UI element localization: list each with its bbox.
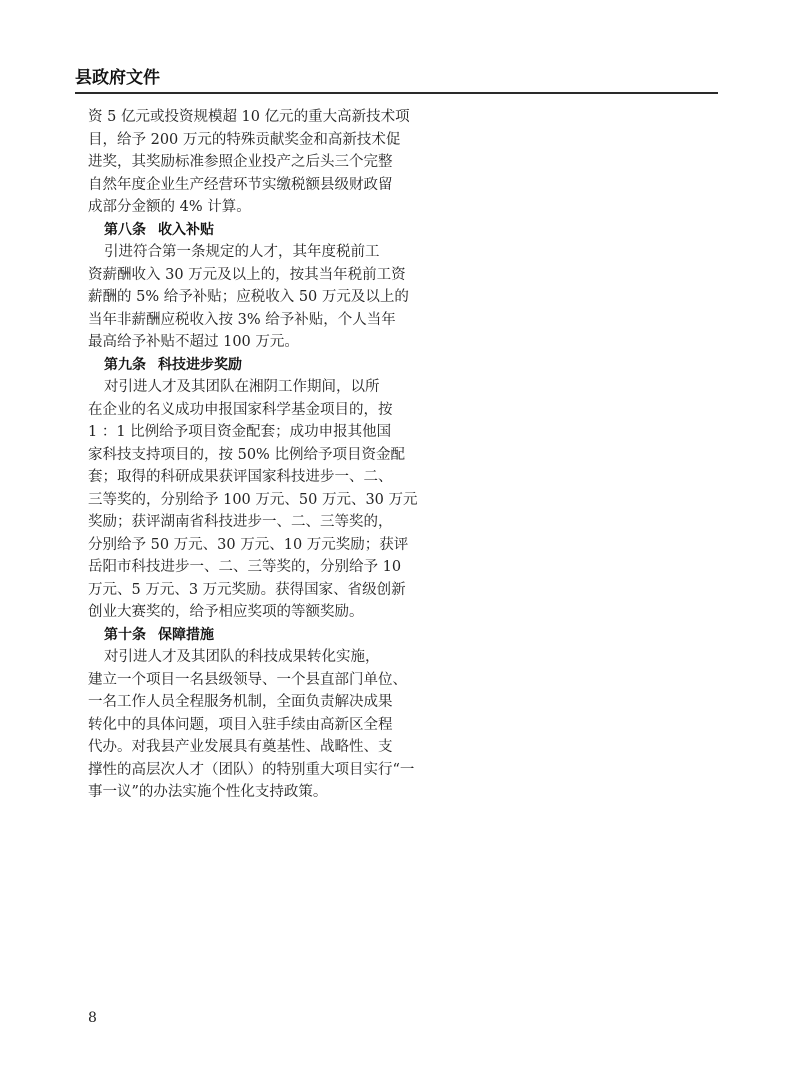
body-line: 薪酬的 5% 给予补贴；应税收入 50 万元及以上的: [88, 289, 409, 305]
body-line: 套；取得的科研成果获评国家科技进步一、二、: [88, 469, 393, 485]
body-line: 一名工作人员全程服务机制，全面负责解决成果: [88, 694, 393, 710]
body-line: 撑性的高层次人才（团队）的特别重大项目实行“一: [88, 761, 415, 778]
body-line: 万元、5 万元、3 万元奖励。获得国家、省级创新: [88, 581, 406, 598]
article-number: 第十条: [104, 626, 146, 643]
body-line: 家科技支持项目的，按 50% 比例给予项目资金配: [88, 446, 405, 463]
body-line: 引进符合第一条规定的人才，其年度税前工: [104, 244, 380, 260]
article-number: 第八条: [104, 221, 146, 238]
body-line: 资 5 亿元或投资规模超 10 亿元的重大高新技术项: [88, 109, 410, 125]
article-heading: [88, 354, 378, 377]
body-line: 1 ：1 比例给予项目资金配套；成功申报其他国: [88, 424, 392, 440]
body-line: 转化中的具体问题，项目入驻手续由高新区全程: [88, 716, 393, 733]
article-heading: [88, 219, 378, 242]
header-divider: [75, 92, 718, 94]
body-line: 代办。对我县产业发展具有奠基性、战略性、支: [88, 739, 393, 755]
body-line: 分别给予 50 万元、30 万元、10 万元奖励；获评: [88, 536, 409, 553]
body-line: 进奖，其奖励标准参照企业投产之后头三个完整: [88, 154, 393, 170]
body-line: 事一议”的办法实施个性化支持政策。: [88, 784, 328, 800]
body-line: 对引进人才及其团队的科技成果转化实施，: [104, 649, 380, 665]
article-number: 第九条: [104, 356, 146, 373]
body-line: 资薪酬收入 30 万元及以上的，按其当年税前工资: [88, 266, 406, 283]
body-line: 成部分金额的 4% 计算。: [88, 199, 251, 215]
body-line: 对引进人才及其团队在湘阴工作期间，以所: [104, 379, 380, 395]
body-line: 建立一个项目一名县级领导、一个县直部门单位、: [88, 671, 407, 688]
body-line: 自然年度企业生产经营环节实缴税额县级财政留: [88, 176, 393, 193]
article-title: 科技进步奖励: [158, 356, 242, 373]
article-heading: [88, 624, 378, 647]
document-header-title: 县政府文件: [75, 68, 160, 88]
body-line: 最高给予补贴不超过 100 万元。: [88, 334, 299, 350]
body-line: 岳阳市科技进步一、二、三等奖的，分别给予 10: [88, 559, 402, 575]
article-title: 收入补贴: [158, 221, 214, 238]
page-number: 8: [88, 1010, 97, 1026]
article-title: 保障措施: [158, 626, 214, 643]
body-line: 在企业的名义成功申报国家科学基金项目的，按: [88, 401, 393, 418]
body-line: 奖励；获评湖南省科技进步一、二、三等奖的，: [88, 514, 393, 530]
body-line: 目，给予 200 万元的特殊贡献奖金和高新技术促: [88, 131, 401, 148]
document-body: [88, 106, 418, 804]
body-line: 三等奖的，分别给予 100 万元、50 万元、30 万元: [88, 491, 418, 508]
body-line: 当年非薪酬应税收入按 3% 给予补贴，个人当年: [88, 311, 396, 328]
body-line: 创业大赛奖的，给予相应奖项的等额奖励。: [88, 604, 364, 620]
